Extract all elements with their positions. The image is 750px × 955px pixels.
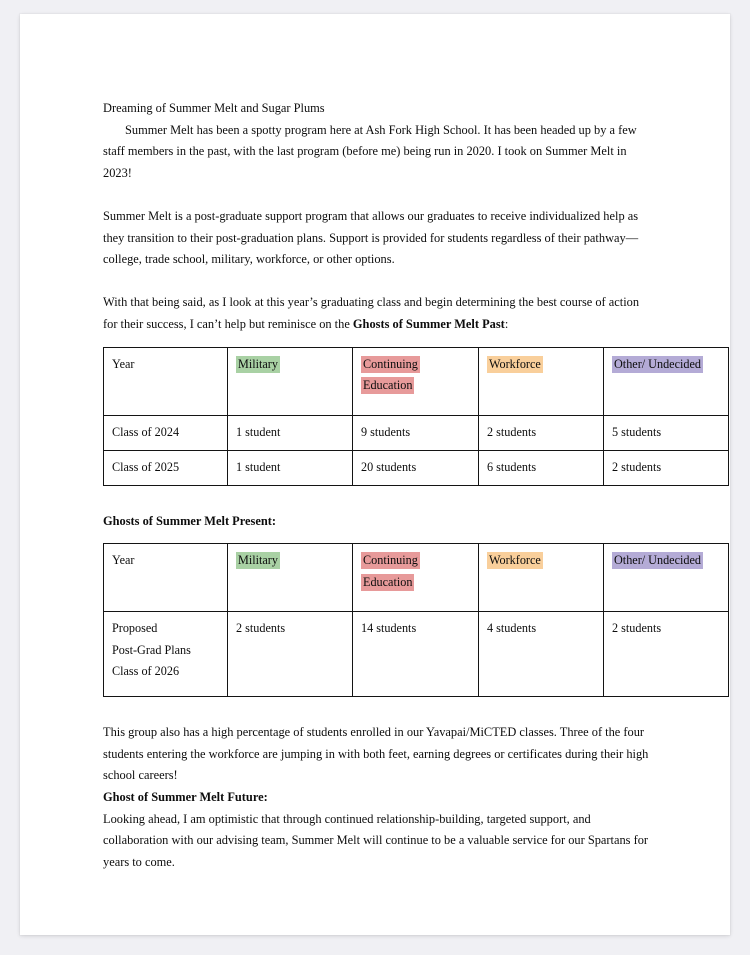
transition-text-pre: With that being said, as I look at this year’s graduating class and begin determining the best course of action for their success, I can’t help but reminisce on the [103,295,640,331]
paragraph-gap [103,271,651,293]
paragraph-cte-note: This group also has a high percentage of students enrolled in our Yavapai/MiCTED classes. Three of the four students entering the workforce are jumping in with both feet, earning degrees or certificates during their high school careers! [103,725,649,783]
table-ghosts-past [103,347,729,486]
year-line-1: Proposed [112,621,158,636]
military-highlight: Military [238,553,278,568]
year-line-2: Post-Grad Plans [112,642,191,657]
header-cell-other-undecided [604,544,729,612]
other-undecided-highlight: Other/ Undecided [614,553,701,568]
cell-continuing-education: 14 students [353,612,479,697]
paragraph-intro: Summer Melt has been a spotty program here at Ash Fork High School. It has been headed up by a few staff members in the past, with the last program (before me) being run in 2020. I took on Summer Melt in 2023! [103,122,637,180]
transition-text-post: : [504,316,509,331]
cell-military: 1 student [228,415,353,450]
continuing-highlight-1: Continuing [363,356,418,371]
cell-workforce: 6 students [479,450,604,485]
cell-workforce: 2 students [479,415,604,450]
cell-year: Class of 2024 [104,415,228,450]
paragraph-transition [103,292,651,335]
after-table-gap [103,697,651,722]
cell-military: 1 student [228,450,353,485]
header-cell-year: Year [104,544,228,612]
header-cell-other-undecided [604,347,729,415]
cell-year [104,612,228,697]
header-cell-continuing-education [353,347,479,415]
header-cell-military [228,347,353,415]
table-row [104,415,729,450]
document-page [20,14,730,935]
other-undecided-highlight: Other/ Undecided [614,356,701,371]
document-content [103,98,701,873]
header-cell-continuing-education [353,544,479,612]
workforce-highlight: Workforce [489,553,541,568]
continuing-line-1 [361,550,471,572]
cell-other-undecided: 2 students [604,612,729,697]
continuing-line-2 [361,375,471,397]
cell-military: 2 students [228,612,353,697]
header-cell-year: Year [104,347,228,415]
table-ghosts-present [103,543,729,697]
continuing-highlight-1: Continuing [363,553,418,568]
workforce-highlight: Workforce [489,356,541,371]
header-cell-workforce [479,347,604,415]
paragraph-definition: Summer Melt is a post-graduate support program that allows our graduates to receive individualized help as they transition to their post-graduation plans. Support is provided for students regardless of their pathway—college, trade school, military, workforce, or other options. [103,208,639,267]
military-highlight: Military [238,356,278,371]
continuing-line-1 [361,354,471,376]
cell-continuing-education: 20 students [353,450,479,485]
page-title: Dreaming of Summer Melt and Sugar Plums [103,101,325,115]
header-cell-military [228,544,353,612]
cell-year: Class of 2025 [104,450,228,485]
header-cell-workforce [479,544,604,612]
table-row [104,450,729,485]
year-line-3: Class of 2026 [112,664,180,679]
table-row [104,612,729,697]
after-table-gap [103,486,651,511]
heading-ghosts-present: Ghosts of Summer Melt Present: [103,513,276,528]
cell-other-undecided: 5 students [604,415,729,450]
table-top-gap [103,532,651,543]
continuing-highlight-2: Education [363,574,413,589]
cell-continuing-education: 9 students [353,415,479,450]
table-top-gap [103,336,651,347]
continuing-line-2 [361,572,471,594]
table-header-row [104,347,729,415]
cell-other-undecided: 2 students [604,450,729,485]
paragraph-future-body: Looking ahead, I am optimistic that through continued relationship-building, targeted support, and collaboration with our advising team, Summer Melt will continue to be a valuable service for our Spartans for years to come. [103,811,649,869]
ghosts-past-label: Ghosts of Summer Melt Past [352,316,505,331]
paragraph-gap [103,184,651,206]
cell-workforce: 4 students [479,612,604,697]
heading-ghost-future: Ghost of Summer Melt Future: [103,789,268,804]
table-header-row [104,544,729,612]
continuing-highlight-2: Education [363,378,413,393]
